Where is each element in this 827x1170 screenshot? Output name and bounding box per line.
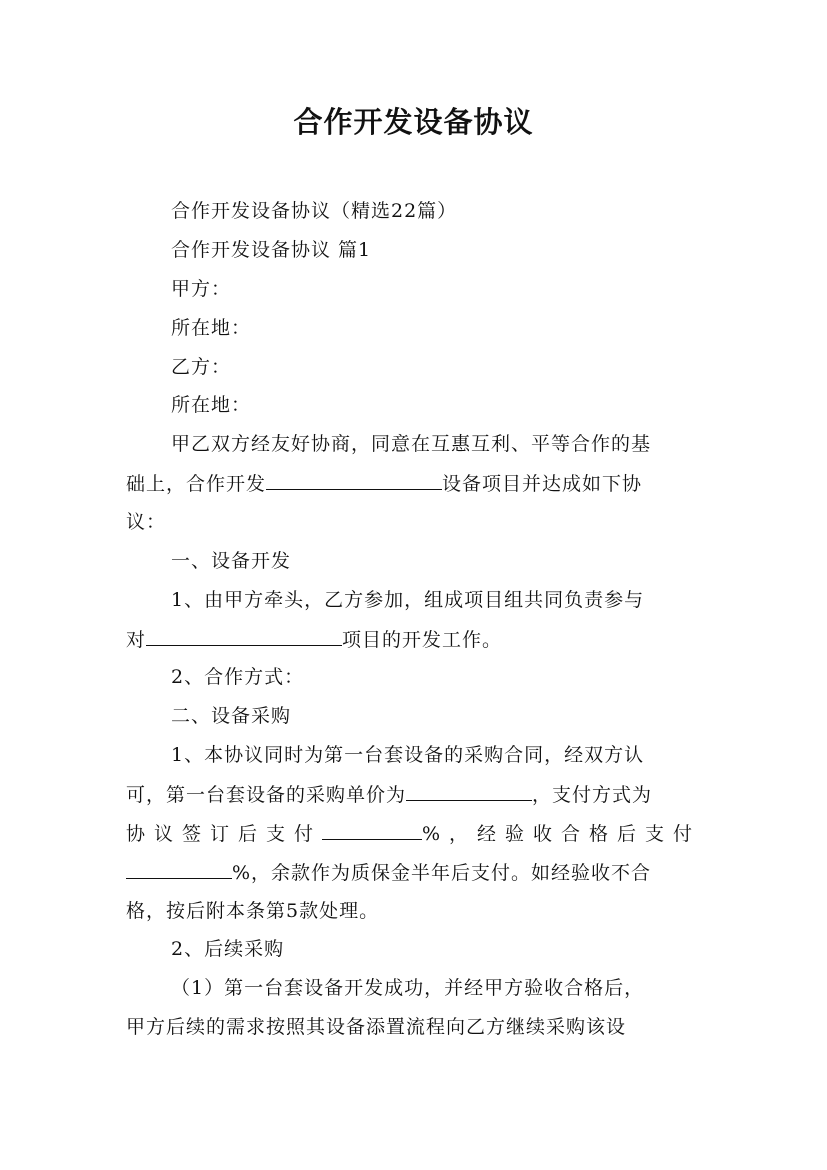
- unit-price-suffix: ，支付方式为: [532, 784, 653, 806]
- section-2-item-2-heading: 2、后续采购: [171, 938, 285, 960]
- intro-line-1: 甲乙双方经友好协商，同意在互惠互利、平等合作的基: [171, 433, 652, 455]
- section-2-item-1-line-2: [126, 782, 701, 806]
- section-2-heading: 二、设备采购: [171, 705, 292, 727]
- intro-line-2: [126, 471, 701, 495]
- retention-text: %，余款作为质保金半年后支付。如经验收不合: [232, 862, 652, 884]
- section-2-item-1-line-1: 1、本协议同时为第一台套设备的采购合同，经双方认: [171, 744, 645, 766]
- section-1-item-1-prefix: 对: [126, 629, 147, 651]
- unit-price-prefix: 可，第一台套设备的采购单价为: [126, 784, 407, 806]
- section-2-item-1-line-3: [126, 821, 701, 845]
- intro-line-2-prefix: 础上，合作开发: [126, 473, 267, 495]
- document-subtitle: 合作开发设备协议（精选22篇）: [171, 200, 458, 222]
- party-a-address-label: 所在地：: [171, 317, 252, 339]
- intro-line-3: 议：: [126, 511, 167, 533]
- unit-price-blank: [406, 782, 532, 801]
- section-1-heading: 一、设备开发: [171, 550, 292, 572]
- project-name-blank: [266, 471, 442, 490]
- section-1-item-1-suffix: 项目的开发工作。: [342, 629, 503, 651]
- party-b-address-label: 所在地：: [171, 394, 252, 416]
- payment-percent-blank-2: [126, 860, 232, 879]
- section-1-item-1-line-2: [126, 627, 701, 651]
- payment-after-acceptance-label: %，经验收合格后支付: [421, 823, 701, 845]
- intro-line-2-suffix: 设备项目并达成如下协: [442, 473, 643, 495]
- section-2-item-2-sub-1-line-1: （1）第一台套设备开发成功，并经甲方验收合格后，: [171, 977, 645, 999]
- section-1-item-2: 2、合作方式：: [171, 666, 305, 688]
- section-1-item-1-line-1: 1、由甲方牵头，乙方参加，组成项目组共同负责参与: [171, 589, 645, 611]
- payment-percent-blank-1: [322, 821, 422, 840]
- document-title: 合作开发设备协议: [293, 105, 534, 139]
- section-2-item-2-sub-1-line-2: 甲方后续的需求按照其设备添置流程向乙方继续采购该设: [126, 1016, 627, 1038]
- section-heading: 合作开发设备协议 篇1: [171, 239, 372, 261]
- section-2-item-1-line-4: [126, 860, 701, 884]
- party-a-label: 甲方：: [171, 278, 232, 300]
- payment-after-signing-label: 协议签订后支付: [126, 823, 323, 845]
- party-b-label: 乙方：: [171, 356, 232, 378]
- section-2-item-1-line-5: 格，按后附本条第5款处理。: [126, 900, 380, 922]
- project-blank: [146, 627, 342, 646]
